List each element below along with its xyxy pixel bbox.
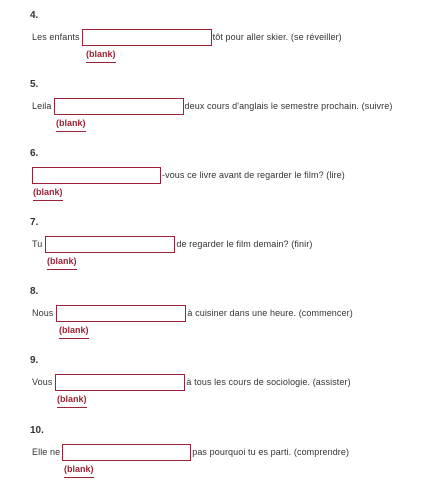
question-4 <box>0 10 448 70</box>
question-number: 8. <box>30 286 39 297</box>
question-sentence <box>32 166 345 184</box>
question-sentence <box>32 97 392 115</box>
answer-input-7[interactable] <box>45 236 175 253</box>
blank-status-label: (blank) <box>57 394 87 408</box>
sentence-after: deux cours d'anglais le semestre prochain. (suivre) <box>184 101 393 111</box>
question-sentence <box>32 304 353 322</box>
question-6 <box>0 148 448 208</box>
blank-status-label: (blank) <box>59 325 89 339</box>
sentence-after: tôt pour aller skier. (se réveiller) <box>212 32 342 42</box>
blank-status-label: (blank) <box>56 118 86 132</box>
question-8 <box>0 286 448 346</box>
question-10 <box>0 425 448 485</box>
sentence-after: de regarder le film demain? (finir) <box>176 239 313 249</box>
question-number: 10. <box>30 425 44 436</box>
blank-status-label: (blank) <box>64 464 94 478</box>
question-sentence <box>32 235 312 253</box>
sentence-after: -vous ce livre avant de regarder le film? (lire) <box>162 170 345 180</box>
sentence-before: Les enfants <box>32 32 80 42</box>
sentence-before: Elle ne <box>32 447 61 457</box>
answer-input-8[interactable] <box>56 305 186 322</box>
question-5 <box>0 79 448 139</box>
sentence-after: à cuisiner dans une heure. (commencer) <box>187 308 353 318</box>
question-sentence <box>32 28 342 46</box>
sentence-before: Nous <box>32 308 54 318</box>
answer-input-6[interactable] <box>32 167 161 184</box>
sentence-after: pas pourquoi tu es parti. (comprendre) <box>192 447 350 457</box>
answer-input-5[interactable] <box>54 98 184 115</box>
question-number: 9. <box>30 355 39 366</box>
question-number: 7. <box>30 217 39 228</box>
answer-input-9[interactable] <box>55 374 185 391</box>
blank-status-label: (blank) <box>47 256 77 270</box>
blank-status-label: (blank) <box>33 187 63 201</box>
answer-input-4[interactable] <box>82 29 212 46</box>
sentence-after: à tous les cours de sociologie. (assister) <box>186 377 351 387</box>
question-number: 4. <box>30 10 39 21</box>
sentence-before: Leila <box>32 101 52 111</box>
question-7 <box>0 217 448 277</box>
question-sentence <box>32 373 351 391</box>
question-9 <box>0 355 448 415</box>
question-number: 6. <box>30 148 39 159</box>
sentence-before: Tu <box>32 239 43 249</box>
question-sentence <box>32 443 349 461</box>
answer-input-10[interactable] <box>62 444 191 461</box>
question-number: 5. <box>30 79 39 90</box>
sentence-before: Vous <box>32 377 53 387</box>
blank-status-label: (blank) <box>86 49 116 63</box>
